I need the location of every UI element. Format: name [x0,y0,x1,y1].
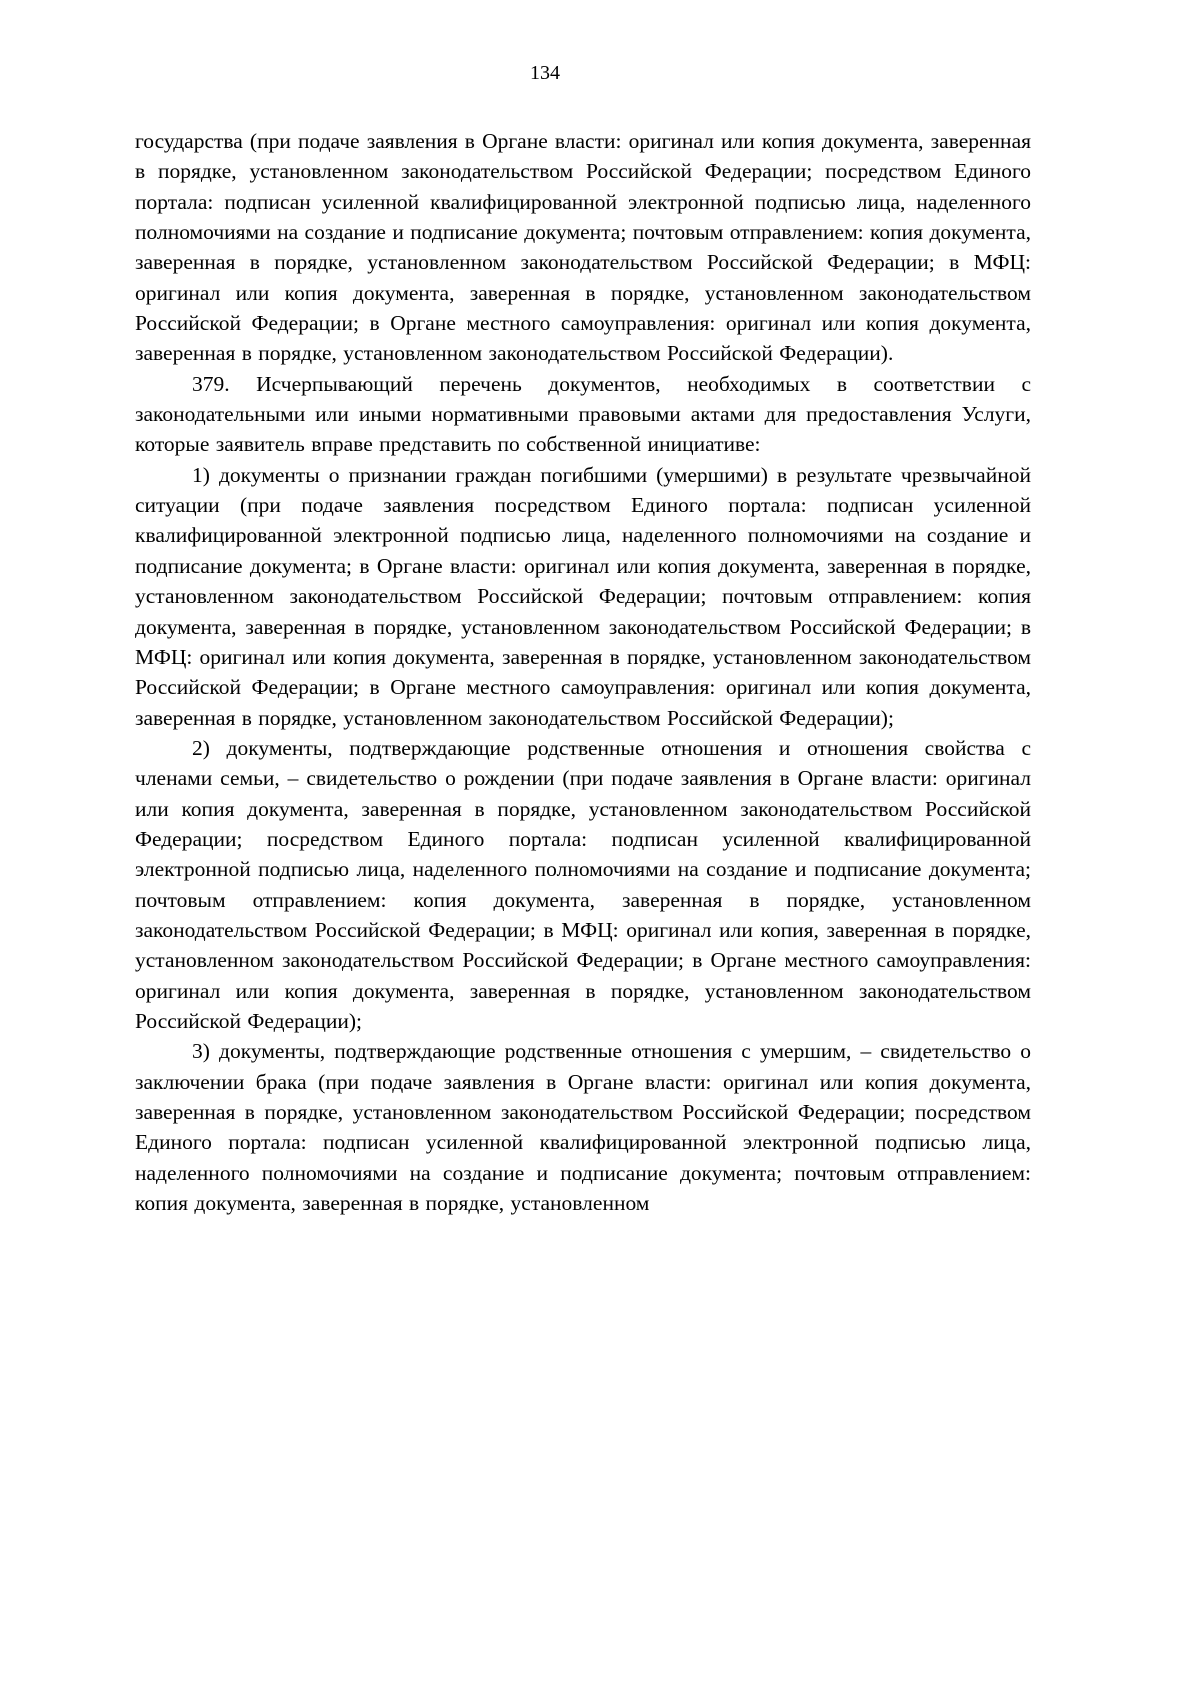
paragraph-item-2: 2) документы, подтверждающие родственные отношения и отношения свойства с членами семьи, – свидетельство о рождении (при подаче заявления в Органе власти: оригинал или копия документа, заверенная в порядке, установленном законодательством Российской Федерации; посредством Единого портала: подписан усиленной квалифицированной электронной подписью лица, наделенного полномочиями на создание и подписание документа; почтовым отправлением: копия документа, заверенная в порядке, установленном законодательством Российской Федерации; в МФЦ: оригинал или копия, заверенная в порядке, установленном законодательством Российской Федерации; в Органе местного самоуправления: оригинал или копия документа, заверенная в порядке, установленном законодательством Российской Федерации); [135,735,1031,1033]
paragraph-continuation: государства (при подаче заявления в Органе власти: оригинал или копия документа, заверенная в порядке, установленном законодательством Российской Федерации; посредством Единого портала: подписан усиленной квалифицированной электронной подписью лица, наделенного полномочиями на создание и подписание документа; почтовым отправлением: копия документа, заверенная в порядке, установленном законодательством Российской Федерации; в МФЦ: оригинал или копия документа, заверенная в порядке, установленном законодательством Российской Федерации; в Органе местного самоуправления: оригинал или копия документа, заверенная в порядке, установленном законодательством Российской Федерации). [135,129,1031,366]
paragraph-item-3: 3) документы, подтверждающие родственные отношения с умершим, – свидетельство о заключении брака (при подаче заявления в Органе власти: оригинал или копия документа, заверенная в порядке, установленном законодательством Российской Федерации; посредством Единого портала: подписан усиленной квалифицированной электронной подписью лица, наделенного полномочиями на создание и подписание документа; почтовым отправлением: копия документа, заверенная в порядке, установленном [135,1039,1031,1216]
page-number: 134 [530,62,560,84]
document-body [135,126,1031,1218]
paragraph-clause-379: 379. Исчерпывающий перечень документов, необходимых в соответствии с законодательными или иными нормативными правовыми актами для предоставления Услуги, которые заявитель вправе представить по собственной инициативе: [135,371,1031,457]
paragraph-item-1: 1) документы о признании граждан погибшими (умершими) в результате чрезвычайной ситуации (при подаче заявления посредством Единого портала: подписан усиленной квалифицированной электронной подписью лица, наделенного полномочиями на создание и подписание документа; в Органе власти: оригинал или копия документа, заверенная в порядке, установленном законодательством Российской Федерации; почтовым отправлением: копия документа, заверенная в порядке, установленном законодательством Российской Федерации; в МФЦ: оригинал или копия документа, заверенная в порядке, установленном законодательством Российской Федерации; в Органе местного самоуправления: оригинал или копия документа, заверенная в порядке, установленном законодательством Российской Федерации); [135,462,1031,730]
